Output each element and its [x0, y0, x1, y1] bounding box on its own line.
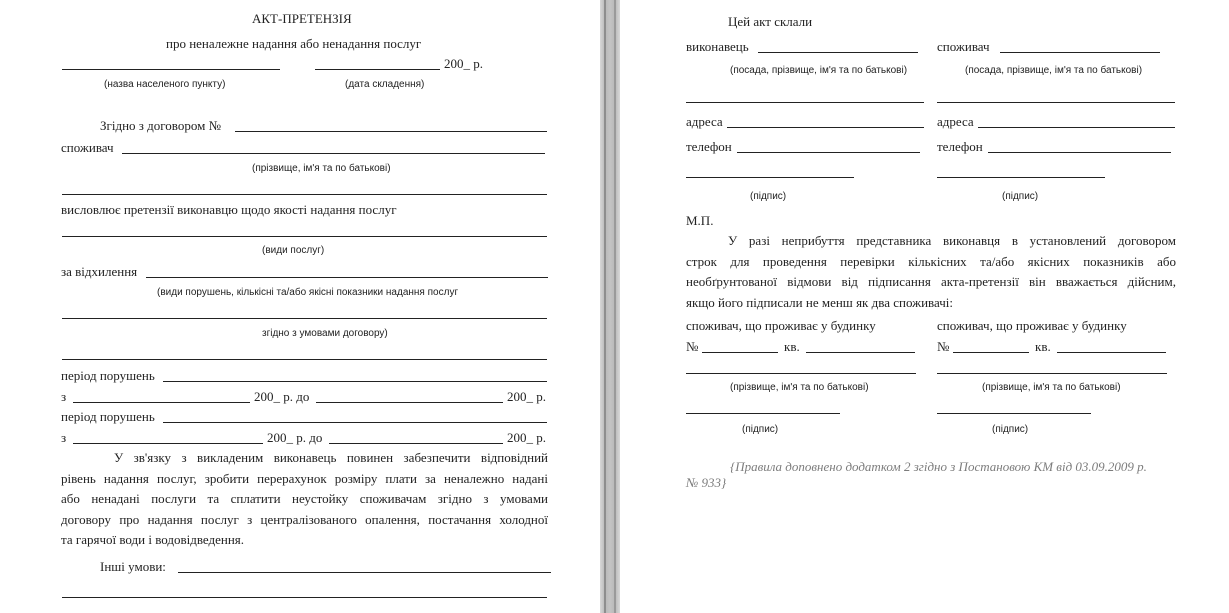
consumer-line-right	[1000, 52, 1160, 53]
resident-pib-line-2	[937, 373, 1167, 374]
other-terms-line-2	[62, 597, 547, 598]
from-date-line-1	[73, 402, 250, 403]
label-consumer-position: (посада, прізвище, ім'я та по батькові)	[965, 65, 1143, 76]
label-terms: згідно з умовами договору)	[262, 328, 388, 339]
period-line-1	[163, 381, 547, 382]
executor-signature-line	[686, 177, 854, 178]
consumer-phone-label: телефон	[937, 139, 983, 154]
house-num-label-1: №	[686, 339, 699, 354]
claims-text: висловлює претензії виконавцю щодо якості надання послуг	[61, 202, 397, 217]
label-place: (назва населеного пункту)	[104, 79, 226, 90]
executor-line	[758, 52, 918, 53]
executor-phone-line	[737, 152, 920, 153]
consequence-para-line-3: або ненадані послуги та сплатити неустойку споживачам згідно з умовами	[61, 491, 548, 506]
absence-para-line-4: якщо його підписали не менш як два споживачі:	[686, 294, 954, 310]
consequence-para-line-5: та гарячої води і водовідведення.	[61, 532, 245, 547]
agreement-label: Згідно з договором №	[100, 118, 221, 133]
document-page-left	[0, 0, 600, 613]
document-page-right	[620, 0, 1229, 613]
label-violation-types: (види порушень, кількісні та/або якісні показники надання послуг	[157, 287, 459, 298]
label-resident-pib-2: (прізвище, ім'я та по батькові)	[982, 382, 1121, 393]
stamp-label: М.П.	[686, 213, 714, 228]
period-label-1: період порушень	[61, 368, 155, 383]
label-date: (дата складення)	[345, 79, 425, 90]
executor-label: виконавець	[686, 39, 749, 54]
consumer-signature-line	[937, 177, 1105, 178]
other-terms-line	[178, 572, 551, 573]
agreement-line	[235, 131, 547, 132]
claims-line	[62, 236, 547, 237]
label-resident-signature-2: (підпис)	[992, 424, 1029, 435]
consequence-para-line-2: рівень надання послуг, зробити перерахунок розміру плати за неналежно надані	[61, 470, 548, 486]
amendment-note-line-1: {Правила доповнено додатком 2 згідно з Постановою КМ від 03.09.2009 р.	[730, 459, 1147, 474]
absence-para-line-2: строк для проведення перевірки кількісних та/або якісних показників або	[686, 253, 1176, 269]
page-gap	[600, 0, 620, 613]
house-num-label-2: №	[937, 339, 950, 354]
resident-label-1: споживач, що проживає у будинку	[686, 318, 876, 333]
amendment-note-line-2: № 933}	[686, 475, 727, 490]
label-resident-signature-1: (підпис)	[742, 424, 779, 435]
violation-line	[62, 318, 547, 319]
consumer-label-right: споживач	[937, 39, 990, 54]
consumer-address-label: адреса	[937, 114, 974, 129]
year-to-1: 200_ р. до	[254, 389, 310, 404]
apt-label-1: кв.	[784, 339, 800, 354]
document-subtitle: про неналежне надання або ненадання послуг	[166, 36, 422, 51]
other-terms-label: Інші умови:	[100, 559, 166, 574]
resident-label-2: споживач, що проживає у будинку	[937, 318, 1127, 333]
label-executor-signature: (підпис)	[750, 191, 787, 202]
executor-address-line	[727, 127, 924, 128]
place-line	[62, 69, 280, 70]
from-date-line-2	[73, 443, 263, 444]
document-title: АКТ-ПРЕТЕНЗІЯ	[252, 11, 352, 26]
consumer-line-2	[62, 194, 547, 195]
label-executor-position: (посада, прізвище, ім'я та по батькові)	[730, 65, 908, 76]
house-num-line-2	[953, 352, 1029, 353]
date-year: 200_ р.	[444, 56, 483, 71]
resident-pib-line-1	[686, 373, 916, 374]
consumer-address-line	[978, 127, 1175, 128]
absence-para-line-1: У разі неприбуття представника виконавця в установлений договором	[728, 233, 1176, 248]
executor-address-label: адреса	[686, 114, 723, 129]
consumer-line	[122, 153, 545, 154]
consumer-line-2-right	[937, 102, 1175, 103]
label-service-types: (види послуг)	[262, 245, 325, 256]
apt-line-1	[806, 352, 915, 353]
consequence-para-line-1: У зв'язку з викладеним виконавець повинен забезпечити відповідний	[114, 450, 548, 465]
period-line-2	[163, 422, 547, 423]
executor-line-2	[686, 102, 924, 103]
house-num-line-1	[702, 352, 778, 353]
composed-label: Цей акт склали	[728, 14, 813, 29]
absence-para-line-3: необґрунтованої відмови від підписання акта-претензії він вважається дійсним,	[686, 274, 1176, 289]
label-consumer-signature: (підпис)	[1002, 191, 1039, 202]
to-date-line-1	[316, 402, 503, 403]
year-end-1: 200_ р.	[507, 389, 546, 404]
consequence-para-line-4: договору про надання послуг з централізованого опалення, постачання холодної	[61, 511, 548, 527]
resident-signature-line-1	[686, 413, 840, 414]
to-date-line-2	[329, 443, 503, 444]
apt-line-2	[1057, 352, 1166, 353]
date-line	[315, 69, 440, 70]
deviation-line	[146, 277, 548, 278]
terms-line	[62, 359, 547, 360]
consumer-label: споживач	[61, 140, 114, 155]
resident-signature-line-2	[937, 413, 1091, 414]
label-consumer-pib: (прізвище, ім'я та по батькові)	[252, 163, 391, 174]
year-end-2: 200_ р.	[507, 430, 546, 445]
year-to-2: 200_ р. до	[267, 430, 323, 445]
apt-label-2: кв.	[1035, 339, 1051, 354]
executor-phone-label: телефон	[686, 139, 732, 154]
deviation-label: за відхилення	[61, 264, 138, 279]
from-label-2: з	[61, 430, 67, 445]
period-label-2: період порушень	[61, 409, 155, 424]
consumer-phone-line	[988, 152, 1171, 153]
from-label-1: з	[61, 389, 67, 404]
label-resident-pib-1: (прізвище, ім'я та по батькові)	[730, 382, 869, 393]
